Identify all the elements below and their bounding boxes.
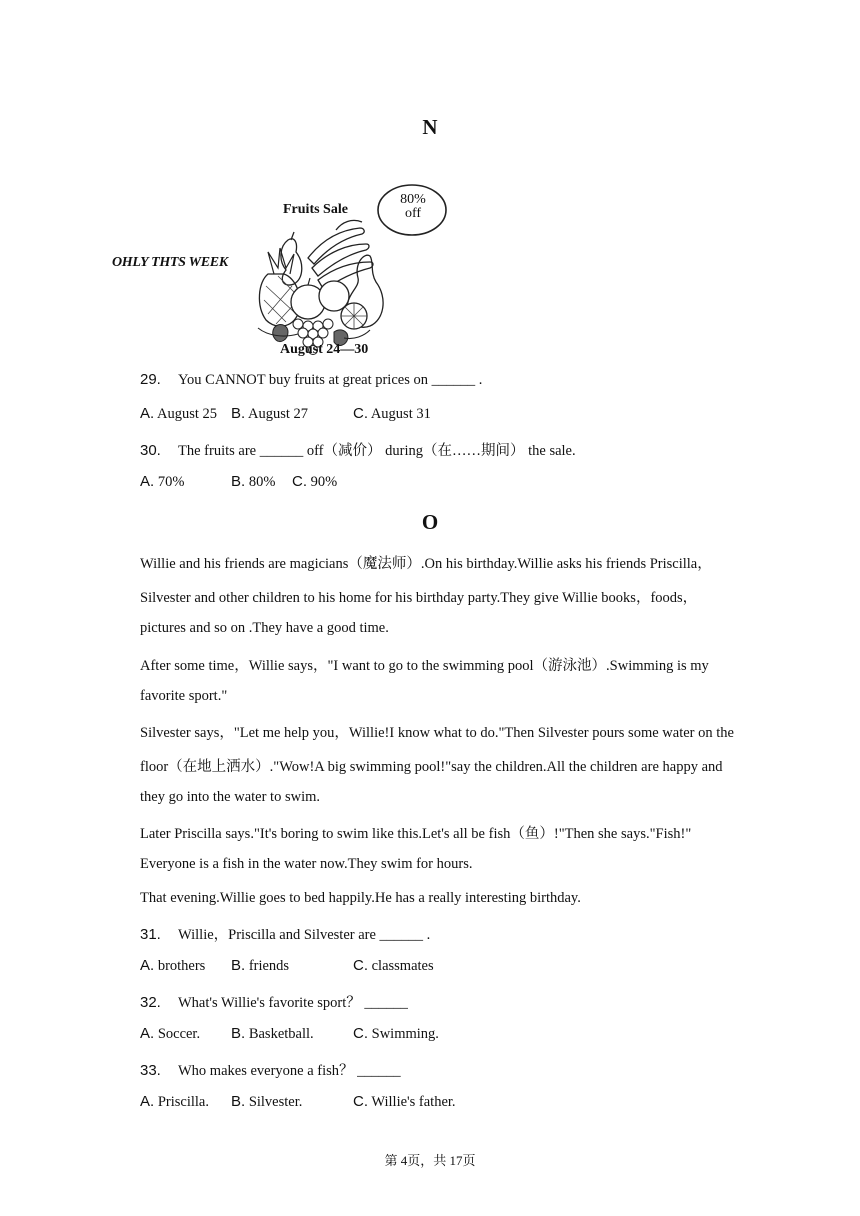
discount-badge	[398, 193, 428, 221]
option-b[interactable]: B. Silvester.	[231, 1093, 303, 1110]
option-a[interactable]: A. 70%	[140, 473, 185, 490]
passage-line: favorite sport."	[140, 688, 228, 704]
question-text: You CANNOT buy fruits at great prices on ______ .	[178, 372, 483, 388]
option-b[interactable]: B. Basketball.	[231, 1025, 314, 1042]
discount-percent: 80%	[400, 192, 426, 207]
passage-line: they go into the water to swim.	[140, 789, 321, 805]
section-heading-n: N	[422, 115, 438, 139]
poster-dates: August 24—30	[280, 342, 369, 357]
question-text: Who makes everyone a fish？ ______	[178, 1063, 401, 1079]
question-text: What's Willie's favorite sport？ ______	[178, 995, 408, 1011]
fruits-sale-poster	[108, 182, 458, 362]
question-number: 30.	[140, 442, 161, 459]
passage-line: That evening.Willie goes to bed happily.He has a really interesting birthday.	[140, 890, 581, 906]
option-c[interactable]: C. August 31	[353, 405, 431, 422]
option-a[interactable]: A. Priscilla.	[140, 1093, 209, 1110]
option-b[interactable]: B. August 27	[231, 405, 309, 422]
poster-banner: OHLY THTS WEEK	[112, 255, 228, 270]
passage-line: Silvester says，"Let me help you，Willie!I know what to do."Then Silvester pours some water on the	[140, 725, 734, 741]
question-number: 33.	[140, 1062, 161, 1079]
question-number: 31.	[140, 926, 161, 943]
option-c[interactable]: C. Swimming.	[353, 1025, 439, 1042]
option-a[interactable]: A. August 25	[140, 405, 218, 422]
passage-line: Everyone is a fish in the water now.They swim for hours.	[140, 856, 473, 872]
question-31	[140, 923, 430, 944]
passage-line: Willie and his friends are magicians（魔法师）.On his birthday.Willie asks his friends Priscilla，	[140, 556, 712, 572]
option-c[interactable]: C. Willie's father.	[353, 1093, 456, 1110]
question-30	[140, 439, 576, 460]
option-b[interactable]: B. friends	[231, 957, 290, 974]
discount-off: off	[404, 206, 422, 221]
option-b[interactable]: B. 80%	[231, 473, 276, 490]
section-heading-o: O	[421, 510, 439, 534]
question-29	[140, 371, 482, 389]
passage-line: Later Priscilla says."It's boring to swim like this.Let's all be fish（鱼）!"Then she says."Fish!"	[140, 826, 692, 842]
passage-line: pictures and so on .They have a good time.	[140, 620, 389, 636]
question-number: 32.	[140, 994, 161, 1011]
page-footer: 第 4页，共 17页	[384, 1153, 476, 1168]
passage-line: floor（在地上洒水）."Wow!A big swimming pool!"say the children.All the children are happy and	[140, 759, 723, 775]
option-c[interactable]: C. classmates	[353, 957, 434, 974]
question-text: Willie，Priscilla and Silvester are ______ .	[178, 927, 431, 943]
option-c[interactable]: C. 90%	[292, 473, 338, 490]
passage-line: Silvester and other children to his home for his birthday party.They give Willie books，foods，	[140, 590, 698, 606]
question-text: The fruits are ______ off（减价） during（在……期间） the sale.	[178, 443, 576, 459]
passage-line: After some time，Willie says，"I want to go to the swimming pool（游泳池）.Swimming is my	[140, 658, 709, 674]
option-a[interactable]: A. Soccer.	[140, 1025, 201, 1042]
poster-title: Fruits Sale	[283, 202, 348, 217]
option-a[interactable]: A. brothers	[140, 957, 206, 974]
question-number: 29.	[140, 371, 161, 388]
question-32	[140, 991, 408, 1012]
question-33	[140, 1059, 401, 1080]
